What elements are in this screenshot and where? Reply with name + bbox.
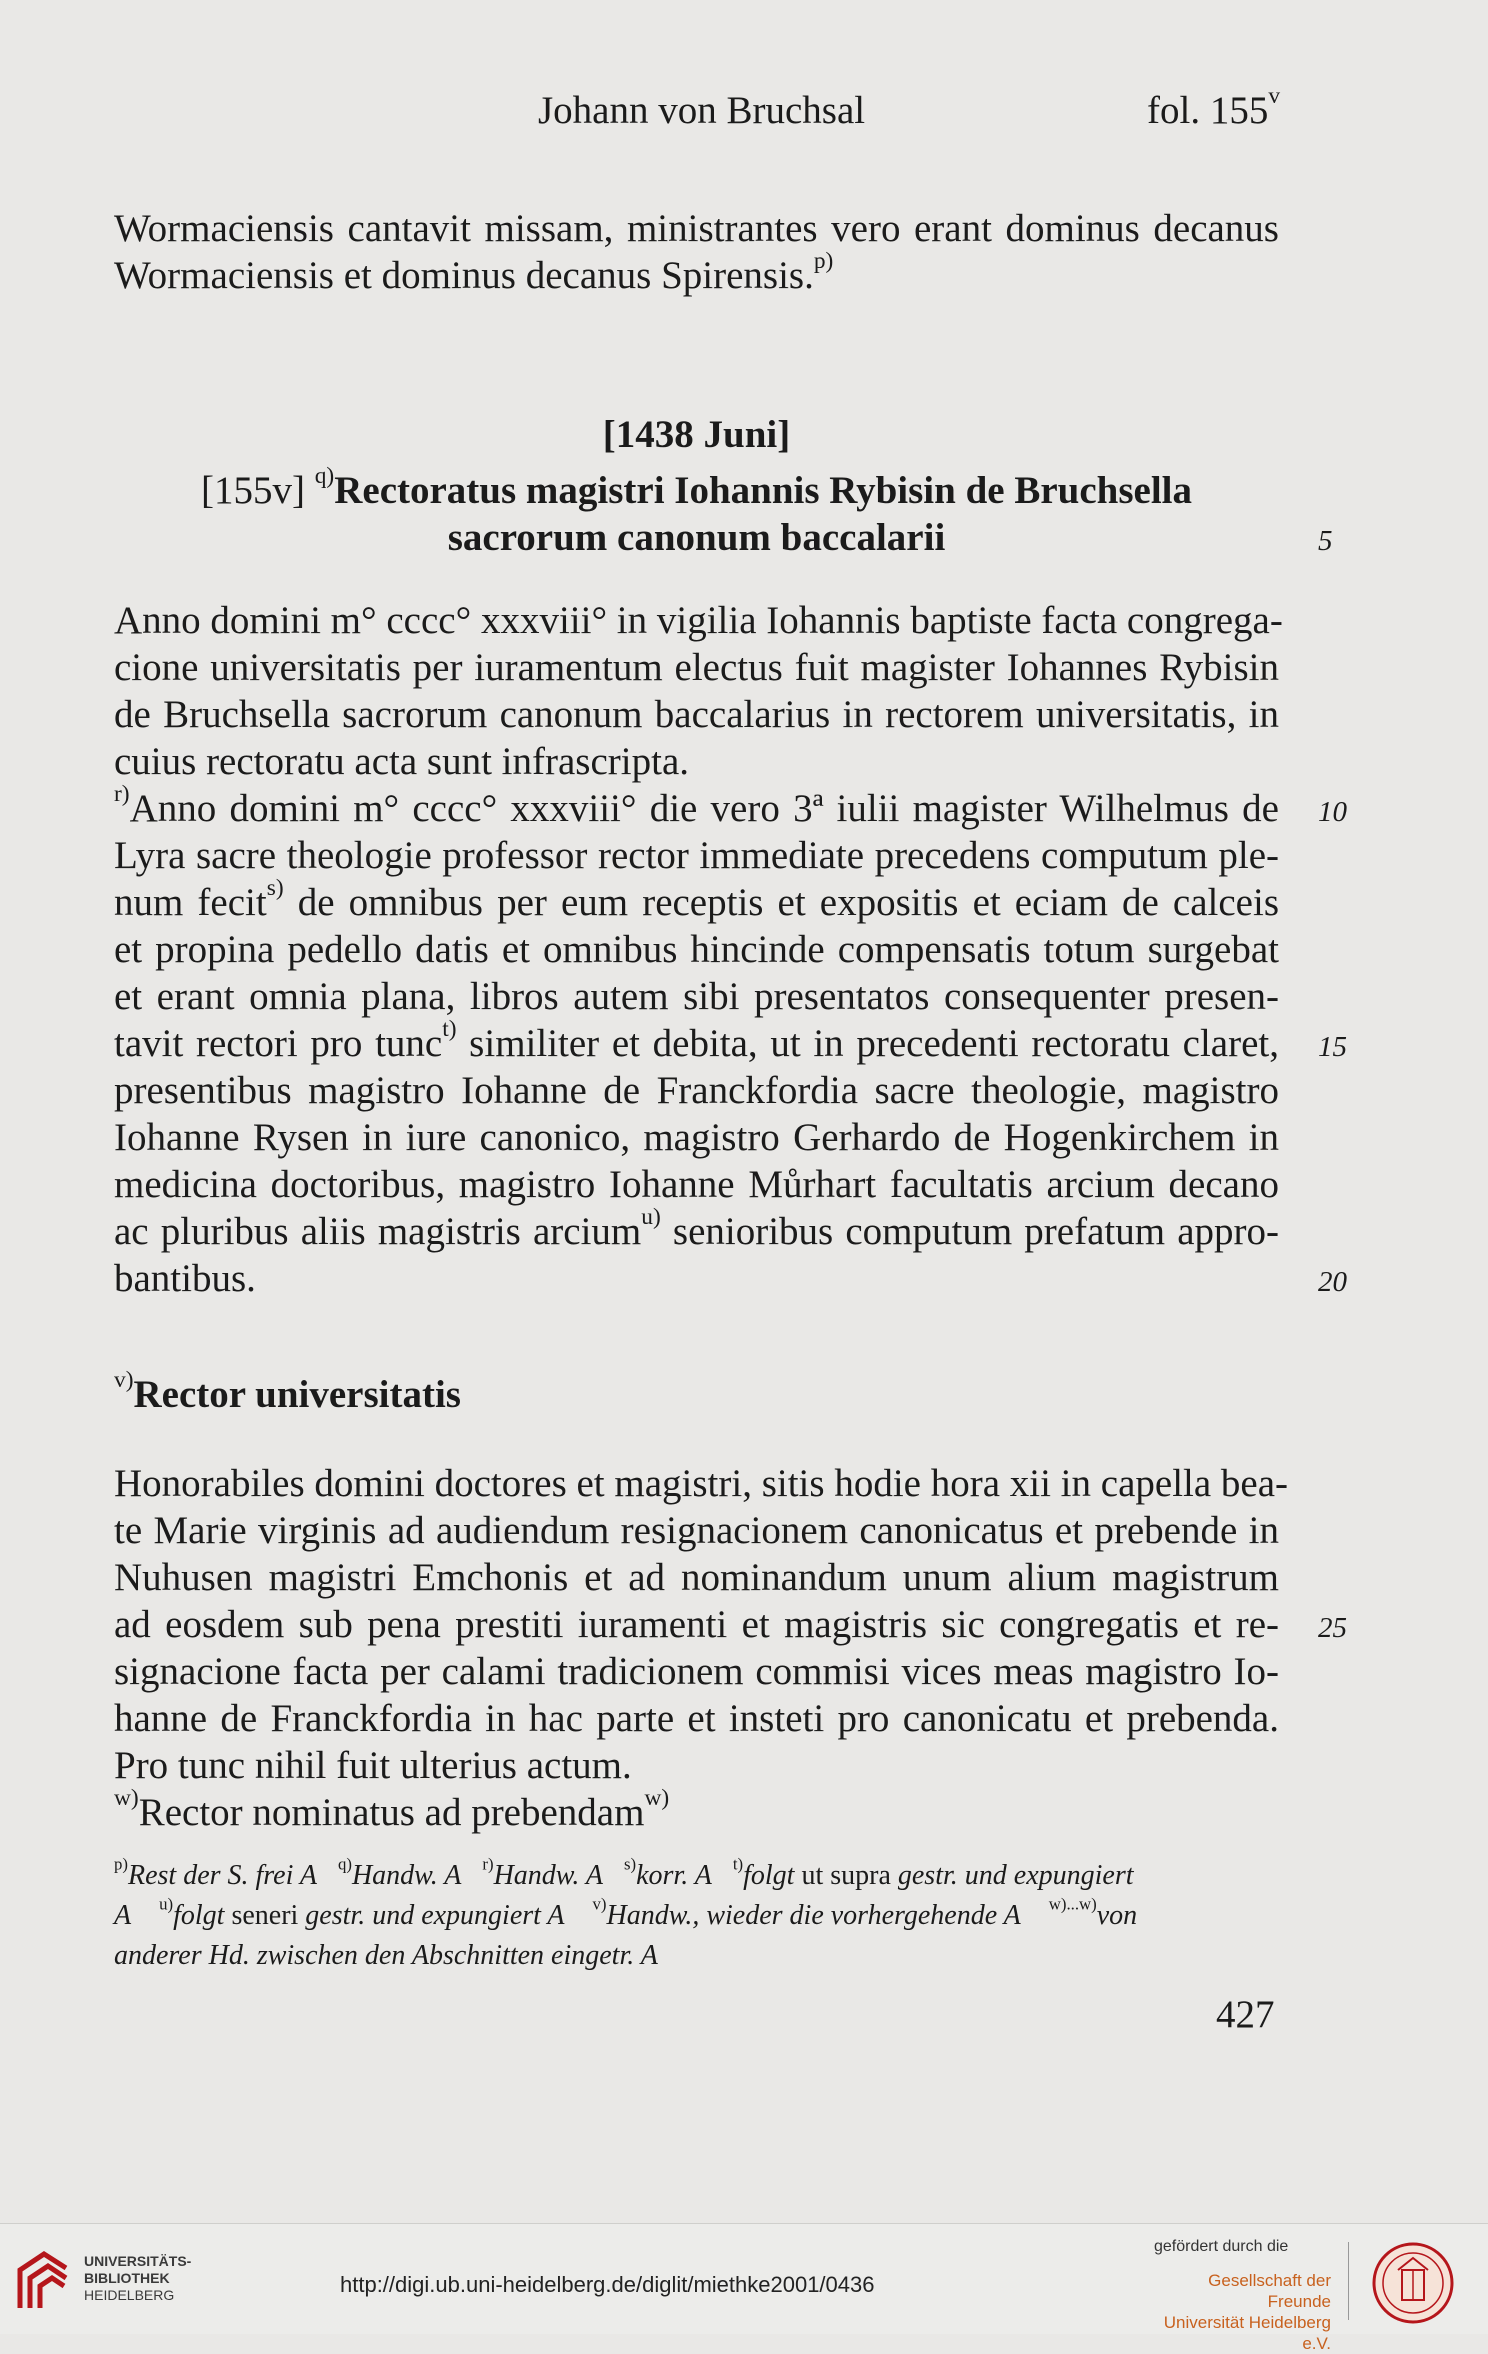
line-number: 5 (1318, 525, 1333, 557)
text-line: Nuhusen magistri Emchonis et ad nominandum unum alium magistrum (114, 1556, 1279, 1599)
text-line: bantibus. (114, 1257, 256, 1300)
text-line: medicina doctoribus, magistro Iohanne Můrhart facultatis arcium decano (114, 1163, 1279, 1206)
text-line: ac pluribus aliis magistris arcium$^{u)}$ senioribus computum prefatum appro- (114, 1204, 1279, 1253)
line-number: 20 (1318, 1266, 1347, 1298)
running-title: Johann von Bruchsal (538, 89, 866, 132)
text-line: Anno domini m° cccc° xxxviii° in vigilia Iohannis baptiste facta congrega- (114, 599, 1283, 642)
footnote-line: $^{p)}$Rest der S. frei A $^{q)}$Handw. A $^{r)}$Handw. A $^{s)}$korr. A $^{t)}$folgt ut supra gestr. und expungiert (114, 1854, 1134, 1891)
text-line: $^{w)}$Rector nominatus ad prebendam$^{w)}$ (114, 1785, 670, 1834)
permalink-url[interactable]: http://digi.ub.uni-heidelberg.de/diglit/miethke2001/0436 (340, 2272, 875, 2297)
text-line: Honorabiles domini doctores et magistri, sitis hodie hora xii in capella bea- (114, 1462, 1289, 1505)
text-line: te Marie virginis ad audiendum resignacionem canonicatus et prebende in (114, 1509, 1279, 1552)
text-line: Iohanne Rysen in iure canonico, magistro Gerhardo de Hogenkirchem in (114, 1116, 1279, 1159)
section-title-cont: sacrorum canonum baccalarii (447, 516, 946, 559)
folio-label: fol. 155$^v$ (1147, 83, 1281, 132)
text-line: hanne de Franckfordia in hac parte et insteti pro canonicatu et prebenda. (114, 1697, 1279, 1740)
sponsor-label: gefördert durch die (1154, 2238, 1289, 2255)
line-number: 25 (1318, 1612, 1347, 1644)
text-line: cione universitatis per iuramentum electus fuit magister Iohannes Rybisin (114, 646, 1279, 689)
text-line: $^{r)}$Anno domini m° cccc° xxxviii° die vero 3ª iulii magister Wilhelmus de (114, 781, 1279, 830)
text-line: cuius rectoratu acta sunt infrascripta. (114, 740, 690, 783)
subsection-heading: $^{v)}$Rector universitatis (114, 1367, 461, 1416)
text-line: presentibus magistro Iohanne de Franckfordia sacre theologie, magistro (114, 1069, 1279, 1112)
footer-bar (0, 2223, 1488, 2353)
library-logo-icon[interactable] (14, 2248, 72, 2312)
intro-line: Wormaciensis et dominus decanus Spirensis.$^{p)}$ (114, 248, 834, 297)
text-line: Pro tunc nihil fuit ulterius actum. (114, 1744, 632, 1787)
line-number: 10 (1318, 796, 1347, 828)
text-line: ad eosdem sub pena prestiti iuramenti et magistris sic congregatis et re- (114, 1603, 1279, 1646)
text-line: num fecit$^{s)}$ de omnibus per eum receptis et expositis et eciam de calceis (114, 875, 1279, 924)
sponsor-name[interactable]: Gesellschaft der Freunde Universität Heidelberg e.V. (1163, 2271, 1331, 2353)
university-seal-icon[interactable] (1372, 2242, 1454, 2324)
line-number: 15 (1318, 1031, 1347, 1063)
footer-divider (1348, 2242, 1349, 2320)
text-line: signacione facta per calami tradicionem commisi vices meas magistro Io- (114, 1650, 1279, 1693)
footnote-line: A $^{u)}$folgt seneri gestr. und expungiert A $^{v)}$Handw., wieder die vorhergehende A $^{w)...w)}$von (114, 1894, 1138, 1931)
footnote-line: anderer Hd. zwischen den Abschnitten eingetr. A (114, 1940, 658, 1971)
date-heading: [1438 Juni] (602, 413, 791, 456)
section-title: [155v] $^{q)}$Rectoratus magistri Iohannis Rybisin de Bruchsella (200, 463, 1192, 512)
text-line: et propina pedello datis et omnibus hincinde compensatis totum surgebat (114, 928, 1279, 971)
library-name[interactable]: UNIVERSITÄTS- BIBLIOTHEK HEIDELBERG (84, 2253, 192, 2303)
intro-line: Wormaciensis cantavit missam, ministrantes vero erant dominus decanus (114, 207, 1279, 250)
text-line: et erant omnia plana, libros autem sibi presentatos consequenter presen- (114, 975, 1279, 1018)
page-number: 427 (1216, 1993, 1275, 2036)
text-line: de Bruchsella sacrorum canonum baccalarius in rectorem universitatis, in (114, 693, 1279, 736)
text-line: Lyra sacre theologie professor rector immediate precedens computum ple- (114, 834, 1279, 877)
text-line: tavit rectori pro tunc$^{t)}$ similiter et debita, ut in precedenti rectoratu claret, (114, 1016, 1279, 1065)
